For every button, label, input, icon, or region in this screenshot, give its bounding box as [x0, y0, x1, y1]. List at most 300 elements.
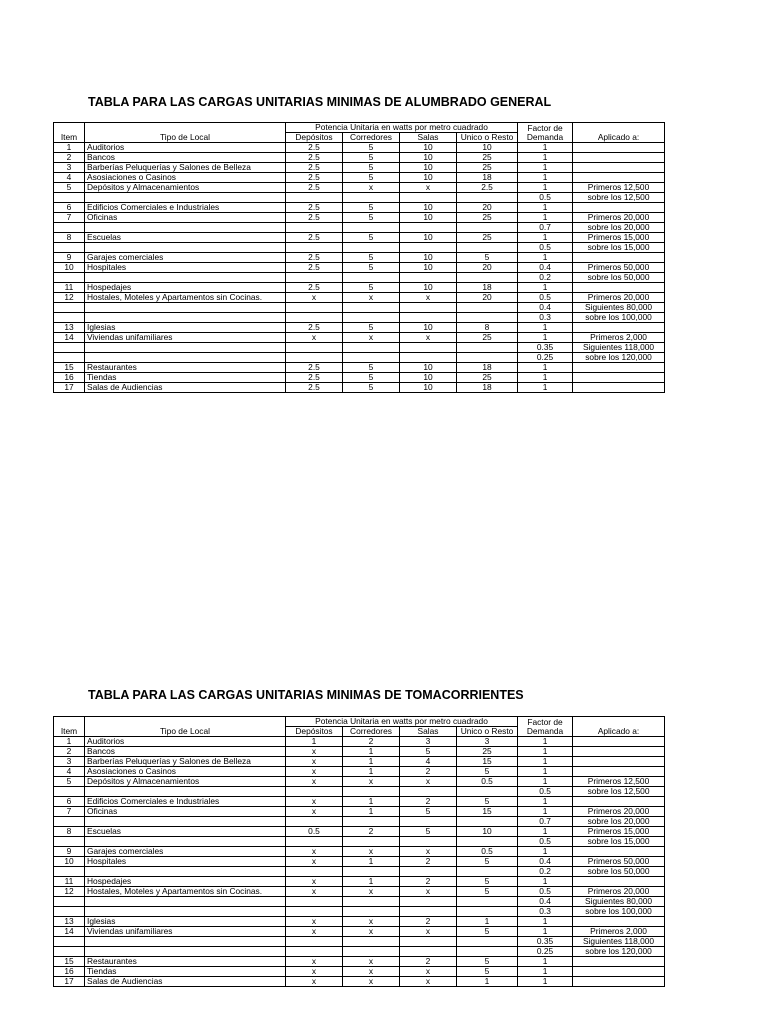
cell-unico-o-resto: 2.5	[457, 183, 518, 193]
cell-unico-o-resto	[457, 907, 518, 917]
cell-aplicado: Primeros 20,000	[573, 807, 665, 817]
cell-factor-demanda: 0.2	[518, 273, 573, 283]
cell-depositos: x	[286, 847, 343, 857]
cell-depositos: x	[286, 857, 343, 867]
cell-unico-o-resto: 18	[457, 363, 518, 373]
cell-unico-o-resto	[457, 243, 518, 253]
cell-unico-o-resto: 15	[457, 757, 518, 767]
cell-corredores: 5	[343, 263, 400, 273]
cell-depositos	[286, 897, 343, 907]
cell-unico-o-resto	[457, 313, 518, 323]
cell-corredores	[343, 303, 400, 313]
table-row	[54, 163, 665, 173]
header-cell	[85, 717, 286, 727]
cell-aplicado: Primeros 20,000	[573, 887, 665, 897]
cell-corredores: 5	[343, 153, 400, 163]
cell-corredores: x	[343, 967, 400, 977]
cell-item	[54, 867, 85, 877]
cell-factor-demanda: 1	[518, 323, 573, 333]
cell-item	[54, 837, 85, 847]
cell-unico-o-resto: 8	[457, 323, 518, 333]
cell-tipo-de-local: Barberías Peluquerías y Salones de Belleza	[85, 163, 286, 173]
cell-item	[54, 223, 85, 233]
cell-salas: 10	[400, 363, 457, 373]
cell-salas	[400, 937, 457, 947]
cell-aplicado	[573, 373, 665, 383]
cell-salas	[400, 243, 457, 253]
header-factor-top: Factor de	[518, 717, 573, 727]
cell-tipo-de-local: Restaurantes	[85, 363, 286, 373]
cell-unico-o-resto: 18	[457, 283, 518, 293]
cell-salas: x	[400, 183, 457, 193]
cell-tipo-de-local: Asosiaciones o Casinos	[85, 173, 286, 183]
cell-depositos	[286, 907, 343, 917]
cell-unico-o-resto: 1	[457, 977, 518, 987]
cell-salas	[400, 223, 457, 233]
cell-tipo-de-local: Depósitos y Almacenamientos	[85, 777, 286, 787]
table-alumbrado	[53, 122, 665, 393]
cell-depositos	[286, 937, 343, 947]
cell-item	[54, 787, 85, 797]
cell-depositos: 2.5	[286, 163, 343, 173]
header-cell	[573, 717, 665, 727]
cell-aplicado	[573, 767, 665, 777]
cell-depositos: 2.5	[286, 143, 343, 153]
cell-item: 7	[54, 807, 85, 817]
table-row	[54, 243, 665, 253]
cell-tipo-de-local	[85, 787, 286, 797]
cell-corredores: x	[343, 293, 400, 303]
cell-tipo-de-local	[85, 897, 286, 907]
cell-corredores	[343, 193, 400, 203]
cell-factor-demanda: 1	[518, 203, 573, 213]
cell-corredores: 1	[343, 807, 400, 817]
cell-item: 12	[54, 887, 85, 897]
cell-tipo-de-local: Tiendas	[85, 967, 286, 977]
cell-tipo-de-local: Asosiaciones o Casinos	[85, 767, 286, 777]
cell-factor-demanda: 0.25	[518, 353, 573, 363]
cell-factor-demanda: 1	[518, 757, 573, 767]
cell-unico-o-resto: 5	[457, 927, 518, 937]
header-tipo-de-local: Tipo de Local	[85, 133, 286, 143]
cell-depositos	[286, 787, 343, 797]
cell-tipo-de-local: Edificios Comerciales e Industriales	[85, 203, 286, 213]
cell-item: 12	[54, 293, 85, 303]
cell-factor-demanda: 1	[518, 847, 573, 857]
table-row	[54, 957, 665, 967]
cell-item: 6	[54, 797, 85, 807]
table-row	[54, 353, 665, 363]
cell-item	[54, 947, 85, 957]
cell-depositos: x	[286, 747, 343, 757]
cell-aplicado	[573, 143, 665, 153]
cell-item	[54, 897, 85, 907]
cell-unico-o-resto: 18	[457, 383, 518, 393]
cell-item: 5	[54, 183, 85, 193]
cell-unico-o-resto	[457, 787, 518, 797]
cell-factor-demanda: 1	[518, 927, 573, 937]
cell-unico-o-resto: 20	[457, 293, 518, 303]
cell-unico-o-resto: 0.5	[457, 777, 518, 787]
table-row	[54, 363, 665, 373]
cell-aplicado: Primeros 2,000	[573, 333, 665, 343]
cell-factor-demanda: 1	[518, 283, 573, 293]
cell-aplicado: sobre los 120,000	[573, 947, 665, 957]
cell-aplicado	[573, 977, 665, 987]
cell-corredores	[343, 817, 400, 827]
cell-tipo-de-local: Hospitales	[85, 263, 286, 273]
cell-corredores: 5	[343, 253, 400, 263]
cell-factor-demanda: 1	[518, 213, 573, 223]
table-row	[54, 747, 665, 757]
cell-item: 6	[54, 203, 85, 213]
cell-unico-o-resto: 3	[457, 737, 518, 747]
cell-item: 15	[54, 363, 85, 373]
cell-factor-demanda: 0.4	[518, 857, 573, 867]
cell-salas: 5	[400, 747, 457, 757]
cell-depositos: x	[286, 967, 343, 977]
cell-tipo-de-local	[85, 303, 286, 313]
cell-factor-demanda: 1	[518, 797, 573, 807]
cell-unico-o-resto: 5	[457, 957, 518, 967]
cell-factor-demanda: 1	[518, 363, 573, 373]
cell-item: 9	[54, 253, 85, 263]
cell-tipo-de-local: Hostales, Moteles y Apartamentos sin Cocinas.	[85, 887, 286, 897]
cell-tipo-de-local: Hostales, Moteles y Apartamentos sin Cocinas.	[85, 293, 286, 303]
cell-unico-o-resto	[457, 837, 518, 847]
cell-item: 11	[54, 283, 85, 293]
cell-depositos: 1	[286, 737, 343, 747]
header-depositos: Depósitos	[286, 133, 343, 143]
cell-salas: 2	[400, 797, 457, 807]
cell-depositos	[286, 817, 343, 827]
cell-salas: x	[400, 967, 457, 977]
table-row	[54, 837, 665, 847]
table-row	[54, 827, 665, 837]
cell-salas: 2	[400, 917, 457, 927]
cell-factor-demanda: 1	[518, 967, 573, 977]
cell-aplicado: sobre los 100,000	[573, 313, 665, 323]
cell-tipo-de-local: Viviendas unifamiliares	[85, 927, 286, 937]
cell-corredores: 5	[343, 323, 400, 333]
header-factor-bottom: Demanda	[518, 133, 573, 143]
cell-salas: 10	[400, 163, 457, 173]
table-row	[54, 877, 665, 887]
cell-corredores: 5	[343, 163, 400, 173]
cell-salas: 10	[400, 233, 457, 243]
cell-item: 3	[54, 163, 85, 173]
cell-item: 2	[54, 153, 85, 163]
cell-factor-demanda: 1	[518, 233, 573, 243]
cell-item: 5	[54, 777, 85, 787]
cell-salas: 4	[400, 757, 457, 767]
cell-depositos: x	[286, 887, 343, 897]
table-row	[54, 383, 665, 393]
cell-factor-demanda: 0.5	[518, 787, 573, 797]
cell-tipo-de-local: Bancos	[85, 747, 286, 757]
cell-aplicado: Primeros 50,000	[573, 263, 665, 273]
cell-corredores: 5	[343, 373, 400, 383]
cell-factor-demanda: 1	[518, 747, 573, 757]
cell-aplicado	[573, 747, 665, 757]
cell-aplicado: Primeros 20,000	[573, 293, 665, 303]
cell-corredores	[343, 787, 400, 797]
header-cell	[54, 123, 85, 133]
cell-factor-demanda: 1	[518, 737, 573, 747]
cell-factor-demanda: 1	[518, 173, 573, 183]
cell-tipo-de-local: Hospedajes	[85, 877, 286, 887]
cell-corredores	[343, 867, 400, 877]
table-row	[54, 193, 665, 203]
table-title-alumbrado: TABLA PARA LAS CARGAS UNITARIAS MINIMAS DE ALUMBRADO GENERAL	[88, 95, 552, 109]
cell-tipo-de-local	[85, 193, 286, 203]
cell-depositos	[286, 353, 343, 363]
cell-unico-o-resto	[457, 947, 518, 957]
table-row	[54, 897, 665, 907]
cell-tipo-de-local: Barberías Peluquerías y Salones de Belleza	[85, 757, 286, 767]
header-aplicado: Aplicado a:	[573, 727, 665, 737]
cell-unico-o-resto: 18	[457, 173, 518, 183]
cell-unico-o-resto: 25	[457, 213, 518, 223]
cell-depositos: 2.5	[286, 253, 343, 263]
cell-factor-demanda: 1	[518, 917, 573, 927]
cell-depositos: x	[286, 333, 343, 343]
cell-corredores: 5	[343, 213, 400, 223]
cell-aplicado	[573, 173, 665, 183]
cell-corredores: x	[343, 847, 400, 857]
cell-depositos	[286, 837, 343, 847]
table-row	[54, 857, 665, 867]
cell-corredores	[343, 907, 400, 917]
cell-unico-o-resto: 25	[457, 333, 518, 343]
cell-depositos: x	[286, 977, 343, 987]
cell-item: 10	[54, 857, 85, 867]
cell-unico-o-resto: 25	[457, 233, 518, 243]
cell-item: 1	[54, 143, 85, 153]
cell-depositos	[286, 303, 343, 313]
cell-factor-demanda: 0.35	[518, 937, 573, 947]
cell-depositos: 2.5	[286, 233, 343, 243]
cell-depositos: x	[286, 957, 343, 967]
cell-tipo-de-local: Oficinas	[85, 807, 286, 817]
cell-depositos: 2.5	[286, 283, 343, 293]
cell-aplicado	[573, 877, 665, 887]
cell-unico-o-resto: 5	[457, 887, 518, 897]
cell-depositos: x	[286, 797, 343, 807]
cell-corredores: x	[343, 333, 400, 343]
table-body	[54, 143, 665, 393]
cell-item: 13	[54, 323, 85, 333]
table-row	[54, 283, 665, 293]
cell-unico-o-resto: 25	[457, 153, 518, 163]
header-aplicado: Aplicado a:	[573, 133, 665, 143]
cell-item	[54, 353, 85, 363]
cell-salas: x	[400, 927, 457, 937]
cell-salas: x	[400, 887, 457, 897]
cell-tipo-de-local: Viviendas unifamiliares	[85, 333, 286, 343]
table-body	[54, 737, 665, 987]
cell-corredores: 1	[343, 757, 400, 767]
cell-corredores	[343, 243, 400, 253]
cell-salas: 10	[400, 153, 457, 163]
cell-item: 4	[54, 767, 85, 777]
cell-aplicado	[573, 917, 665, 927]
cell-salas	[400, 343, 457, 353]
cell-corredores: 5	[343, 283, 400, 293]
table-row	[54, 807, 665, 817]
cell-unico-o-resto: 5	[457, 767, 518, 777]
cell-item: 14	[54, 333, 85, 343]
header-unico-o-resto: Unico o Resto	[457, 727, 518, 737]
cell-unico-o-resto: 1	[457, 917, 518, 927]
cell-salas	[400, 837, 457, 847]
table-row	[54, 757, 665, 767]
table-row	[54, 867, 665, 877]
cell-item: 17	[54, 977, 85, 987]
cell-depositos: x	[286, 293, 343, 303]
cell-tipo-de-local	[85, 243, 286, 253]
table-row	[54, 777, 665, 787]
cell-factor-demanda: 1	[518, 253, 573, 263]
cell-unico-o-resto: 5	[457, 797, 518, 807]
cell-factor-demanda: 0.2	[518, 867, 573, 877]
table-row	[54, 847, 665, 857]
cell-tipo-de-local: Restaurantes	[85, 957, 286, 967]
cell-item	[54, 303, 85, 313]
cell-item: 8	[54, 233, 85, 243]
cell-item: 10	[54, 263, 85, 273]
table-row	[54, 153, 665, 163]
cell-tipo-de-local	[85, 937, 286, 947]
table-row	[54, 203, 665, 213]
cell-depositos: 2.5	[286, 383, 343, 393]
cell-unico-o-resto: 25	[457, 373, 518, 383]
cell-item	[54, 907, 85, 917]
cell-factor-demanda: 1	[518, 777, 573, 787]
cell-factor-demanda: 0.4	[518, 303, 573, 313]
header-item: Item	[54, 727, 85, 737]
cell-aplicado: Primeros 2,000	[573, 927, 665, 937]
cell-depositos: 2.5	[286, 173, 343, 183]
cell-tipo-de-local: Garajes comerciales	[85, 847, 286, 857]
cell-corredores	[343, 837, 400, 847]
cell-salas	[400, 353, 457, 363]
cell-corredores: 1	[343, 797, 400, 807]
cell-unico-o-resto: 25	[457, 163, 518, 173]
header-factor-bottom: Demanda	[518, 727, 573, 737]
cell-corredores: 2	[343, 737, 400, 747]
cell-corredores: x	[343, 957, 400, 967]
cell-unico-o-resto: 10	[457, 827, 518, 837]
cell-depositos: 2.5	[286, 203, 343, 213]
cell-item	[54, 273, 85, 283]
cell-aplicado: sobre los 15,000	[573, 837, 665, 847]
cell-salas: 10	[400, 203, 457, 213]
cell-aplicado	[573, 757, 665, 767]
cell-salas: x	[400, 847, 457, 857]
cell-aplicado: sobre los 50,000	[573, 273, 665, 283]
cell-salas: 2	[400, 957, 457, 967]
cell-item: 4	[54, 173, 85, 183]
cell-tipo-de-local: Edificios Comerciales e Industriales	[85, 797, 286, 807]
cell-aplicado	[573, 383, 665, 393]
cell-corredores: 2	[343, 827, 400, 837]
cell-salas	[400, 193, 457, 203]
cell-salas: 10	[400, 383, 457, 393]
table-row	[54, 253, 665, 263]
cell-aplicado: sobre los 100,000	[573, 907, 665, 917]
cell-aplicado: Primeros 12,500	[573, 777, 665, 787]
cell-salas: 5	[400, 807, 457, 817]
cell-salas	[400, 787, 457, 797]
cell-aplicado: sobre los 15,000	[573, 243, 665, 253]
header-depositos: Depósitos	[286, 727, 343, 737]
cell-corredores: 5	[343, 173, 400, 183]
cell-aplicado	[573, 283, 665, 293]
cell-aplicado: sobre los 20,000	[573, 817, 665, 827]
cell-tipo-de-local: Salas de Audiencias	[85, 383, 286, 393]
table-row	[54, 887, 665, 897]
cell-corredores	[343, 897, 400, 907]
table-row	[54, 323, 665, 333]
cell-corredores: 1	[343, 747, 400, 757]
cell-factor-demanda: 1	[518, 153, 573, 163]
cell-corredores: x	[343, 927, 400, 937]
cell-corredores	[343, 223, 400, 233]
cell-tipo-de-local: Hospedajes	[85, 283, 286, 293]
cell-tipo-de-local	[85, 273, 286, 283]
cell-unico-o-resto	[457, 353, 518, 363]
cell-factor-demanda: 1	[518, 143, 573, 153]
table-row	[54, 767, 665, 777]
cell-tipo-de-local	[85, 867, 286, 877]
cell-salas	[400, 273, 457, 283]
header-salas: Salas	[400, 727, 457, 737]
cell-salas	[400, 897, 457, 907]
cell-depositos	[286, 947, 343, 957]
cell-aplicado: Siguientes 118,000	[573, 343, 665, 353]
cell-unico-o-resto: 20	[457, 263, 518, 273]
cell-depositos: 2.5	[286, 153, 343, 163]
cell-unico-o-resto: 5	[457, 877, 518, 887]
cell-tipo-de-local: Iglesias	[85, 323, 286, 333]
cell-depositos	[286, 343, 343, 353]
cell-factor-demanda: 1	[518, 333, 573, 343]
cell-item: 1	[54, 737, 85, 747]
cell-unico-o-resto: 25	[457, 747, 518, 757]
cell-corredores	[343, 343, 400, 353]
cell-unico-o-resto	[457, 343, 518, 353]
cell-salas	[400, 313, 457, 323]
cell-factor-demanda: 0.5	[518, 193, 573, 203]
cell-depositos: 2.5	[286, 373, 343, 383]
cell-aplicado: sobre los 12,500	[573, 193, 665, 203]
cell-aplicado: Siguientes 80,000	[573, 303, 665, 313]
table-row	[54, 313, 665, 323]
cell-aplicado: sobre los 20,000	[573, 223, 665, 233]
table-row	[54, 917, 665, 927]
cell-depositos	[286, 313, 343, 323]
cell-aplicado	[573, 737, 665, 747]
cell-aplicado: Primeros 50,000	[573, 857, 665, 867]
cell-unico-o-resto	[457, 223, 518, 233]
cell-depositos	[286, 223, 343, 233]
cell-salas: 10	[400, 173, 457, 183]
cell-tipo-de-local: Escuelas	[85, 233, 286, 243]
table-row	[54, 373, 665, 383]
cell-unico-o-resto	[457, 303, 518, 313]
cell-factor-demanda: 1	[518, 183, 573, 193]
